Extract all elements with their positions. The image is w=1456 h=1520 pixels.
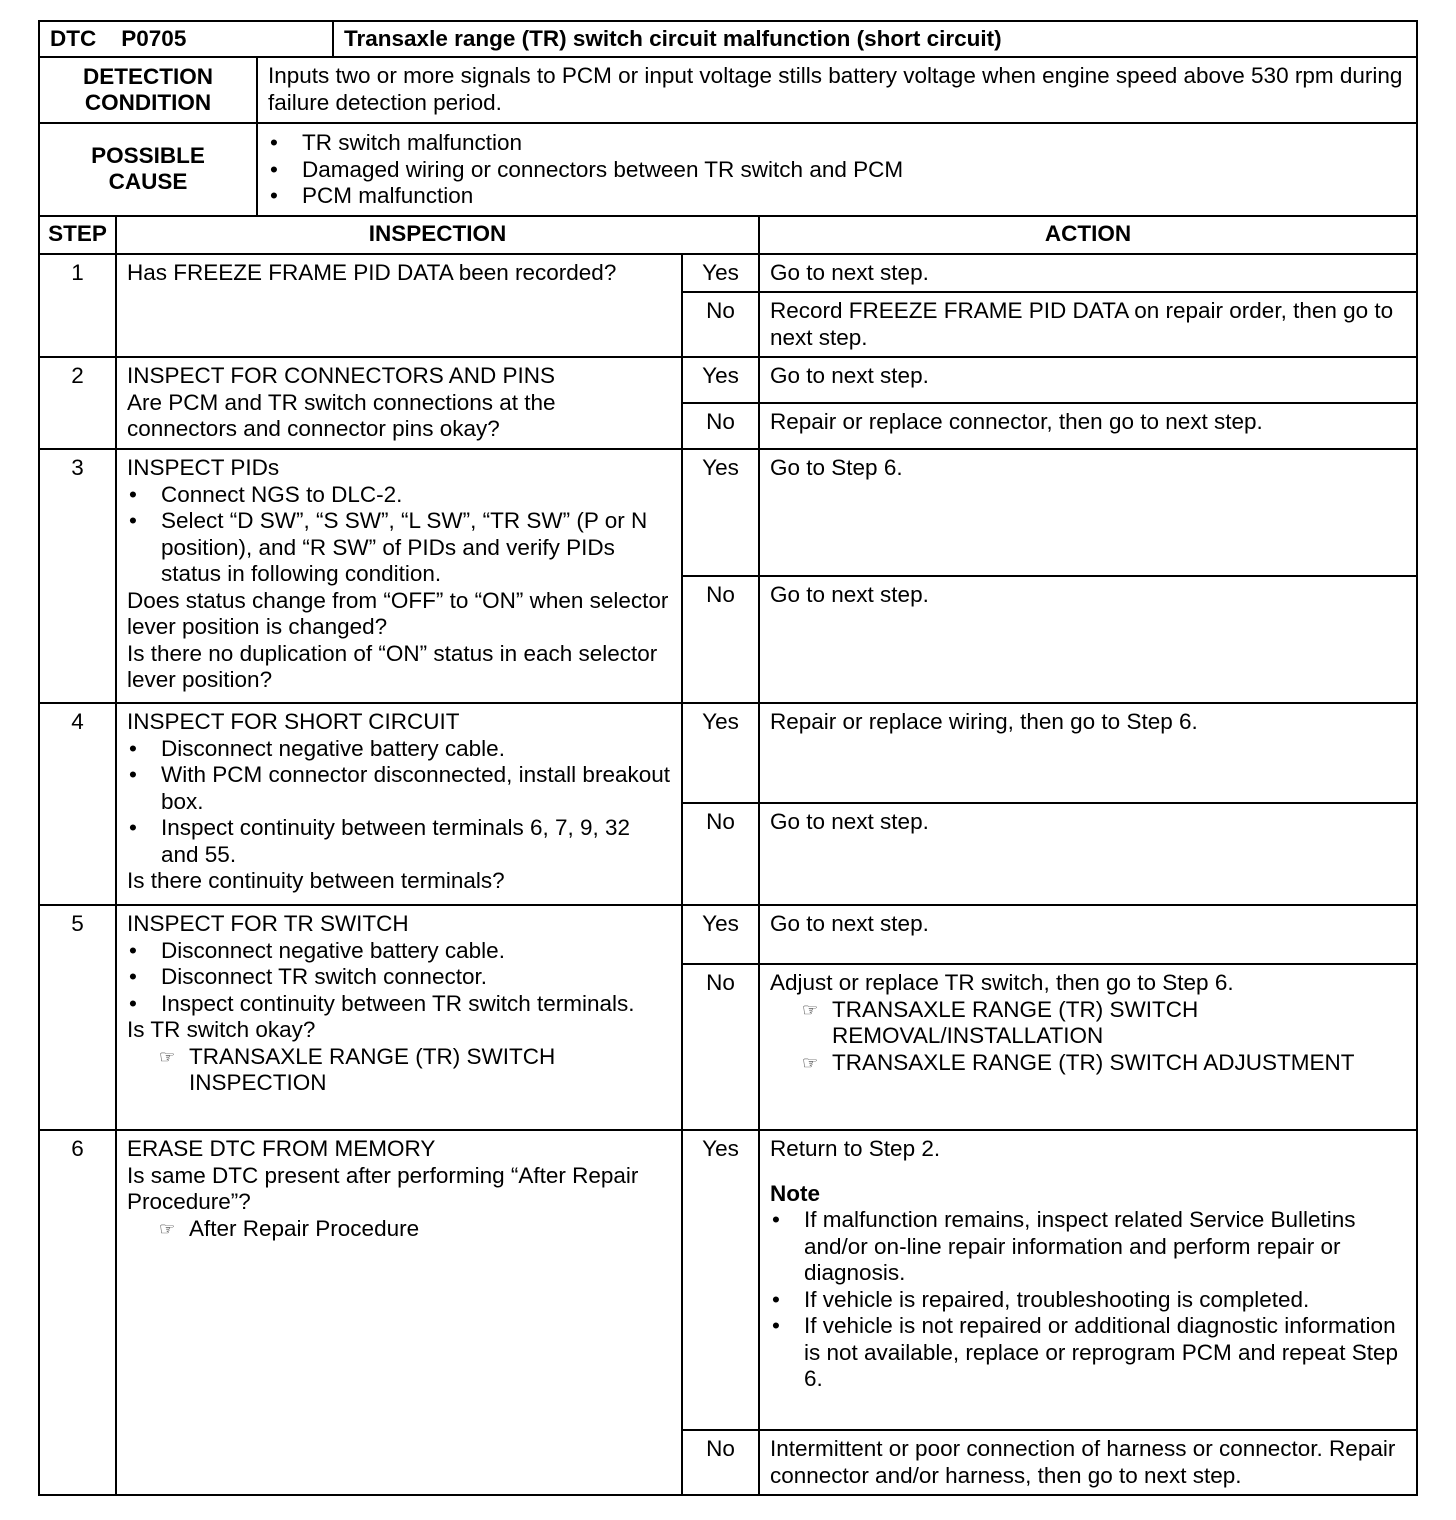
bullet-icon: • (129, 735, 137, 761)
step-question: Are PCM and TR switch connections at the connectors and connector pins okay? (127, 389, 556, 441)
no-label: No (682, 403, 759, 449)
step-number: 5 (39, 905, 116, 1130)
reference-link[interactable]: ☞ TRANSAXLE RANGE (TR) SWITCH ADJUSTMENT (802, 1049, 1355, 1075)
step-question: Is same DTC present after performing “After Repair Procedure”? (127, 1162, 639, 1214)
no-action: Record FREEZE FRAME PID DATA on repair order, then go to next step. (759, 292, 1417, 357)
pointing-hand-icon: ☞ (159, 1218, 176, 1239)
step-number: 6 (39, 1130, 116, 1495)
bullet-icon: • (772, 1286, 780, 1312)
bullet-icon: • (772, 1313, 780, 1338)
step-number: 3 (39, 449, 116, 703)
list-item: • If vehicle is repaired, troubleshooting is completed. (772, 1286, 1310, 1312)
yes-action: Go to Step 6. (759, 449, 1417, 576)
list-item: • Damaged wiring or connectors between TR switch and PCM (270, 156, 904, 182)
table-row (39, 703, 1417, 803)
dtc-code-cell (39, 21, 333, 57)
list-item: • Select “D SW”, “S SW”, “L SW”, “TR SW” (P or N position), and “R SW” of PIDs and verify PIDs status in following condition. (129, 508, 648, 586)
no-label: No (682, 1430, 759, 1495)
step-number: 1 (39, 254, 116, 358)
step-number: 4 (39, 703, 116, 905)
no-action: Repair or replace connector, then go to next step. (759, 403, 1417, 449)
yes-action: Go to next step. (759, 254, 1417, 293)
yes-label: Yes (682, 703, 759, 803)
reference-link[interactable]: ☞ After Repair Procedure (159, 1215, 420, 1241)
list-item: • Disconnect negative battery cable. (129, 735, 505, 761)
no-label: No (682, 803, 759, 905)
no-action: Adjust or replace TR switch, then go to Step 6. ☞ TRANSAXLE RANGE (TR) SWITCH REMOVAL/INSTALLATION ☞ TRANSAXLE RANGE (TR) SWITCH ADJUSTMENT (759, 964, 1417, 1130)
table-row (39, 905, 1417, 964)
reference-link[interactable]: ☞ TRANSAXLE RANGE (TR) SWITCH INSPECTION (159, 1043, 556, 1095)
step-question: Is there no duplication of “ON” status in each selector lever position? (127, 640, 658, 692)
steps-table (38, 215, 1418, 1497)
bullet-icon: • (129, 990, 137, 1016)
action-column-header: ACTION (759, 216, 1417, 254)
detection-condition-label: DETECTION CONDITION (39, 57, 257, 123)
list-item: • If malfunction remains, inspect related Service Bulletins and/or on-line repair information and perform repair or diagnosis. (772, 1207, 1356, 1285)
possible-cause-list (257, 123, 1417, 216)
table-row (39, 357, 1417, 403)
list-item: • Disconnect TR switch connector. (129, 964, 487, 989)
table-row (39, 1130, 1417, 1430)
bullet-icon: • (129, 815, 137, 840)
list-item: • TR switch malfunction (270, 130, 523, 155)
step-title: ERASE DTC FROM MEMORY (127, 1136, 436, 1161)
no-label: No (682, 964, 759, 1130)
no-action: Go to next step. (759, 803, 1417, 905)
yes-label: Yes (682, 254, 759, 293)
no-action: Intermittent or poor connection of harness or connector. Repair connector and/or harness, then go to next step. (759, 1430, 1417, 1495)
inspection-column-header: INSPECTION (116, 216, 759, 254)
list-item: • If vehicle is not repaired or additional diagnostic information is not available, replace or reprogram PCM and repeat Step 6. (772, 1313, 1399, 1391)
yes-action: Go to next step. (759, 357, 1417, 403)
step-inspection (116, 1130, 682, 1495)
bullet-icon: • (772, 1207, 780, 1232)
dtc-header-table (38, 20, 1418, 58)
step-question: Is TR switch okay? (127, 1017, 316, 1042)
condition-table (38, 56, 1418, 217)
list-item: • PCM malfunction (270, 183, 474, 208)
step-inspection (116, 905, 682, 1130)
dtc-label: DTC (50, 25, 97, 51)
bullet-icon: • (129, 481, 137, 507)
dtc-title: Transaxle range (TR) switch circuit malfunction (short circuit) (333, 21, 1417, 57)
step-inspection (116, 357, 682, 449)
reference-link[interactable]: ☞ TRANSAXLE RANGE (TR) SWITCH REMOVAL/INSTALLATION (802, 996, 1199, 1048)
yes-label: Yes (682, 357, 759, 403)
bullet-icon: • (129, 964, 137, 989)
step-title: INSPECT FOR TR SWITCH (127, 911, 409, 936)
pointing-hand-icon: ☞ (802, 1052, 819, 1073)
step-inspection: Has FREEZE FRAME PID DATA been recorded? (116, 254, 682, 358)
bullet-icon: • (270, 156, 278, 182)
step-number: 2 (39, 357, 116, 449)
bullet-icon: • (129, 508, 137, 533)
step-question: Is there continuity between terminals? (127, 868, 505, 893)
table-row (39, 254, 1417, 293)
bullet-icon: • (129, 762, 137, 787)
table-row (39, 449, 1417, 576)
yes-label: Yes (682, 449, 759, 576)
list-item: • Disconnect negative battery cable. (129, 937, 505, 963)
yes-label: Yes (682, 1130, 759, 1430)
step-inspection (116, 703, 682, 905)
detection-condition-text: Inputs two or more signals to PCM or input voltage stills battery voltage when engine speed above 530 rpm during failure detection period. (257, 57, 1417, 123)
step-question: Does status change from “OFF” to “ON” when selector lever position is changed? (127, 587, 669, 639)
yes-action: Go to next step. (759, 905, 1417, 964)
step-inspection (116, 449, 682, 703)
bullet-icon: • (270, 130, 278, 155)
step-column-header: STEP (39, 216, 116, 254)
no-action: Go to next step. (759, 576, 1417, 703)
no-label: No (682, 292, 759, 357)
list-item: • Inspect continuity between terminals 6, 7, 9, 32 and 55. (129, 815, 631, 867)
yes-action: Return to Step 2. Note • If malfunction remains, inspect related Service Bulletins and/or on-line repair information and perform repair or diagnosis. • If vehicle is repaired, troubleshooting is completed. • If vehicle is not repaired or additional diagnostic information is not available, replace or reprogram PCM and repeat Step 6. (759, 1130, 1417, 1430)
pointing-hand-icon: ☞ (159, 1046, 176, 1067)
step-title: INSPECT FOR CONNECTORS AND PINS (127, 363, 555, 388)
dtc-code: P0705 (121, 25, 187, 51)
yes-action: Repair or replace wiring, then go to Step 6. (759, 703, 1417, 803)
no-label: No (682, 576, 759, 703)
dtc-sheet (38, 20, 1416, 1496)
step-title: INSPECT PIDs (127, 455, 280, 480)
list-item: • With PCM connector disconnected, install breakout box. (129, 762, 670, 814)
yes-label: Yes (682, 905, 759, 964)
note-heading: Note (770, 1180, 820, 1206)
list-item: • Inspect continuity between TR switch terminals. (129, 990, 635, 1016)
step-title: INSPECT FOR SHORT CIRCUIT (127, 709, 460, 734)
possible-cause-label: POSSIBLE CAUSE (39, 123, 257, 216)
list-item: • Connect NGS to DLC-2. (129, 481, 403, 507)
bullet-icon: • (270, 183, 278, 208)
pointing-hand-icon: ☞ (802, 999, 819, 1020)
bullet-icon: • (129, 937, 137, 963)
